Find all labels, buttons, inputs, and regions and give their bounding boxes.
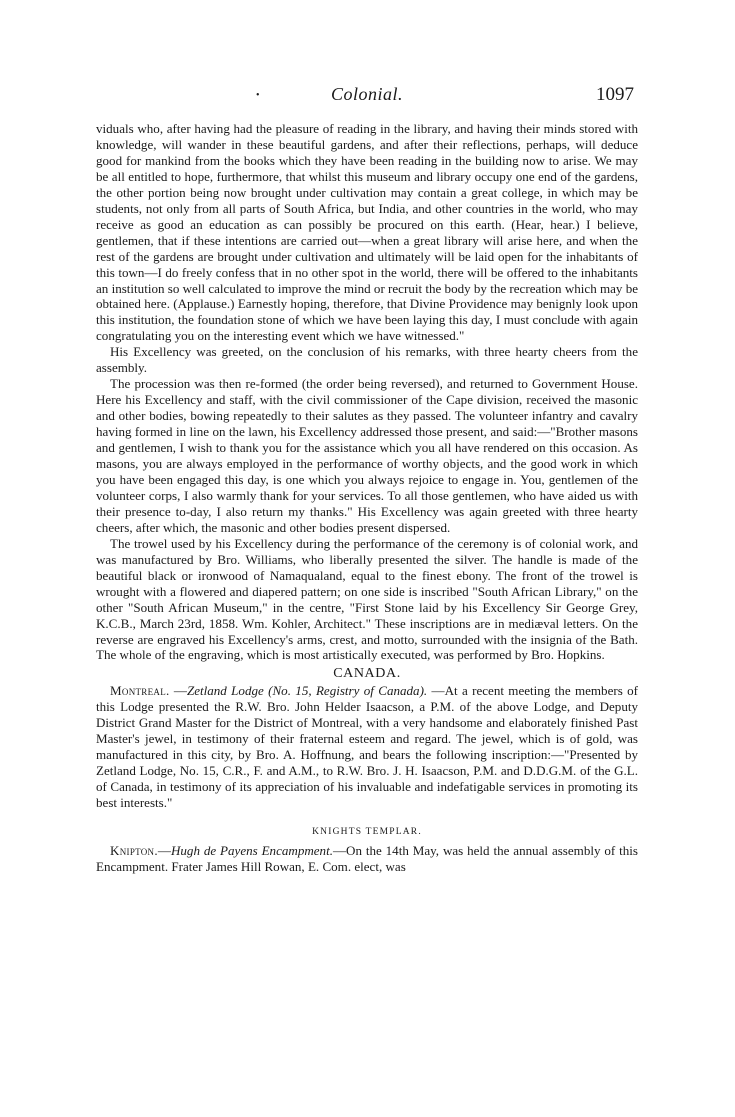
- printer-mark: •: [256, 90, 260, 101]
- paragraph-montreal: [96, 683, 638, 811]
- paragraph-cheers: His Excellency was greeted, on the conclusion of his remarks, with three hearty cheers from the assembly.: [96, 344, 638, 376]
- lead-separator: —: [157, 843, 171, 859]
- paragraph-procession: The procession was then re-formed (the order being reversed), and returned to Government House. Here his Excellency and staff, with the civil commissioner of the Cape division, received the masonic and other bodies, bowing repeatedly to their salutes as they passed. The volunteer infantry and cavalry having formed in line on the lawn, his Excellency addressed those present, and said:—"Brother masons and gentlemen, I wish to thank you for the assistance which you all have rendered on this occasion. As masons, you are always employed in the performance of worthy objects, and the good work in which you have been engaged this day, is one which you always rejoice to engage in. You, gentlemen of the volunteer corps, I also warmly thank for your services. To all those gentlemen, who have aided us with their presence to-day, I also return my thanks." His Excellency was again greeted with three hearty cheers, after which, the masonic and other bodies present dispersed.: [96, 376, 638, 535]
- paragraph-trowel: The trowel used by his Excellency during the performance of the ceremony is of colonial work, and was manufactured by Bro. Williams, who liberally presented the silver. The handle is made of the beautiful black or ironwood of Namaqualand, equal to the finest ebony. The front of the trowel is wrought with a flowered and diapered pattern; on one side is inscribed "South African Library," on the other "South African Museum," in the centre, "First Stone laid by his Excellency Sir George Grey, K.C.B., March 23rd, 1858. Wm. Kohler, Architect." These inscriptions are in mediæval letters. On the reverse are engraved his Excellency's arms, crest, and motto, surrounded with the insignia of the Bath. The whole of the engraving, which is most artistically executed, was performed by Bro. Hopkins.: [96, 535, 638, 663]
- page-number: 1097: [596, 84, 634, 105]
- montreal-body: —At a recent meeting the members of this Lodge presented the R.W. Bro. John Helder Isaacson, a P.M. of the above Lodge, and Deputy District Grand Master for the District of Montreal, with a very handsome and elaborately finished Past Master's jewel, in testimony of their fraternal esteem and regard. The jewel, which is of gold, was manufactured in this city, by Bro. A. Hoffnung, and bears the following inscription:—"Presented by Zetland Lodge, No. 15, C.R., F. and A.M., to R.W. Bro. J. H. Isaacson, P.M. and D.D.G.M. of the G.L. of Canada, in testimony of its appreciation of his invaluable and indefatigable services in promoting its best interests.": [96, 683, 638, 811]
- encampment-name: Hugh de Payens Encampment.: [170, 843, 333, 859]
- page-header: [96, 84, 638, 114]
- running-head: Colonial.: [330, 84, 403, 104]
- knipton-body: —On the 14th May, was held the annual assembly of this Encampment. Frater James Hill Rowan, E. Com. elect, was: [96, 843, 638, 874]
- place-name-knipton: Knipton.: [110, 843, 158, 859]
- paragraph-speech-conclusion: viduals who, after having had the pleasure of reading in the library, and having their minds stored with knowledge, will wander in these beautiful gardens, and after their reflections, perhaps, will deduce good for mankind from the books which they have been reading in the building now to arise. We may be all entitled to hope, furthermore, that whilst this museum and library occupy one end of the gardens, the other portion being now brought under cultivation may contain a great college, in which may be students, not only from all parts of South Africa, but India, and other countries in the world, who may receive as good an education as can possibly be procured on this earth. (Hear, hear.) I believe, gentlemen, that if these intentions are carried out—when a great library will arise here, and when the rest of the gardens are brought under cultivation and ultimately will be laid open for the inhabitants of this town—I do freely confess that in no other spot in the world, there will be offered to the inhabitants an institution so well calculated to improve the mind or recruit the body by the recreation which may be obtained here. (Applause.) Earnestly hoping, therefore, that Divine Providence may benignly look upon this institution, the foundation stone of which we have been laying this day, I must conclude with again congratulating you on the interesting event which we have witnessed.": [96, 121, 639, 344]
- paragraph-knipton: [96, 843, 638, 875]
- place-name-montreal: Montreal.: [110, 683, 170, 699]
- section-title-canada: CANADA.: [333, 666, 401, 682]
- section-title-knights-templar: KNIGHTS TEMPLAR.: [312, 827, 422, 838]
- lodge-name: Zetland Lodge (No. 15, Registry of Canada).: [186, 683, 428, 699]
- lead-separator: —: [169, 683, 187, 699]
- article-body: [96, 121, 638, 875]
